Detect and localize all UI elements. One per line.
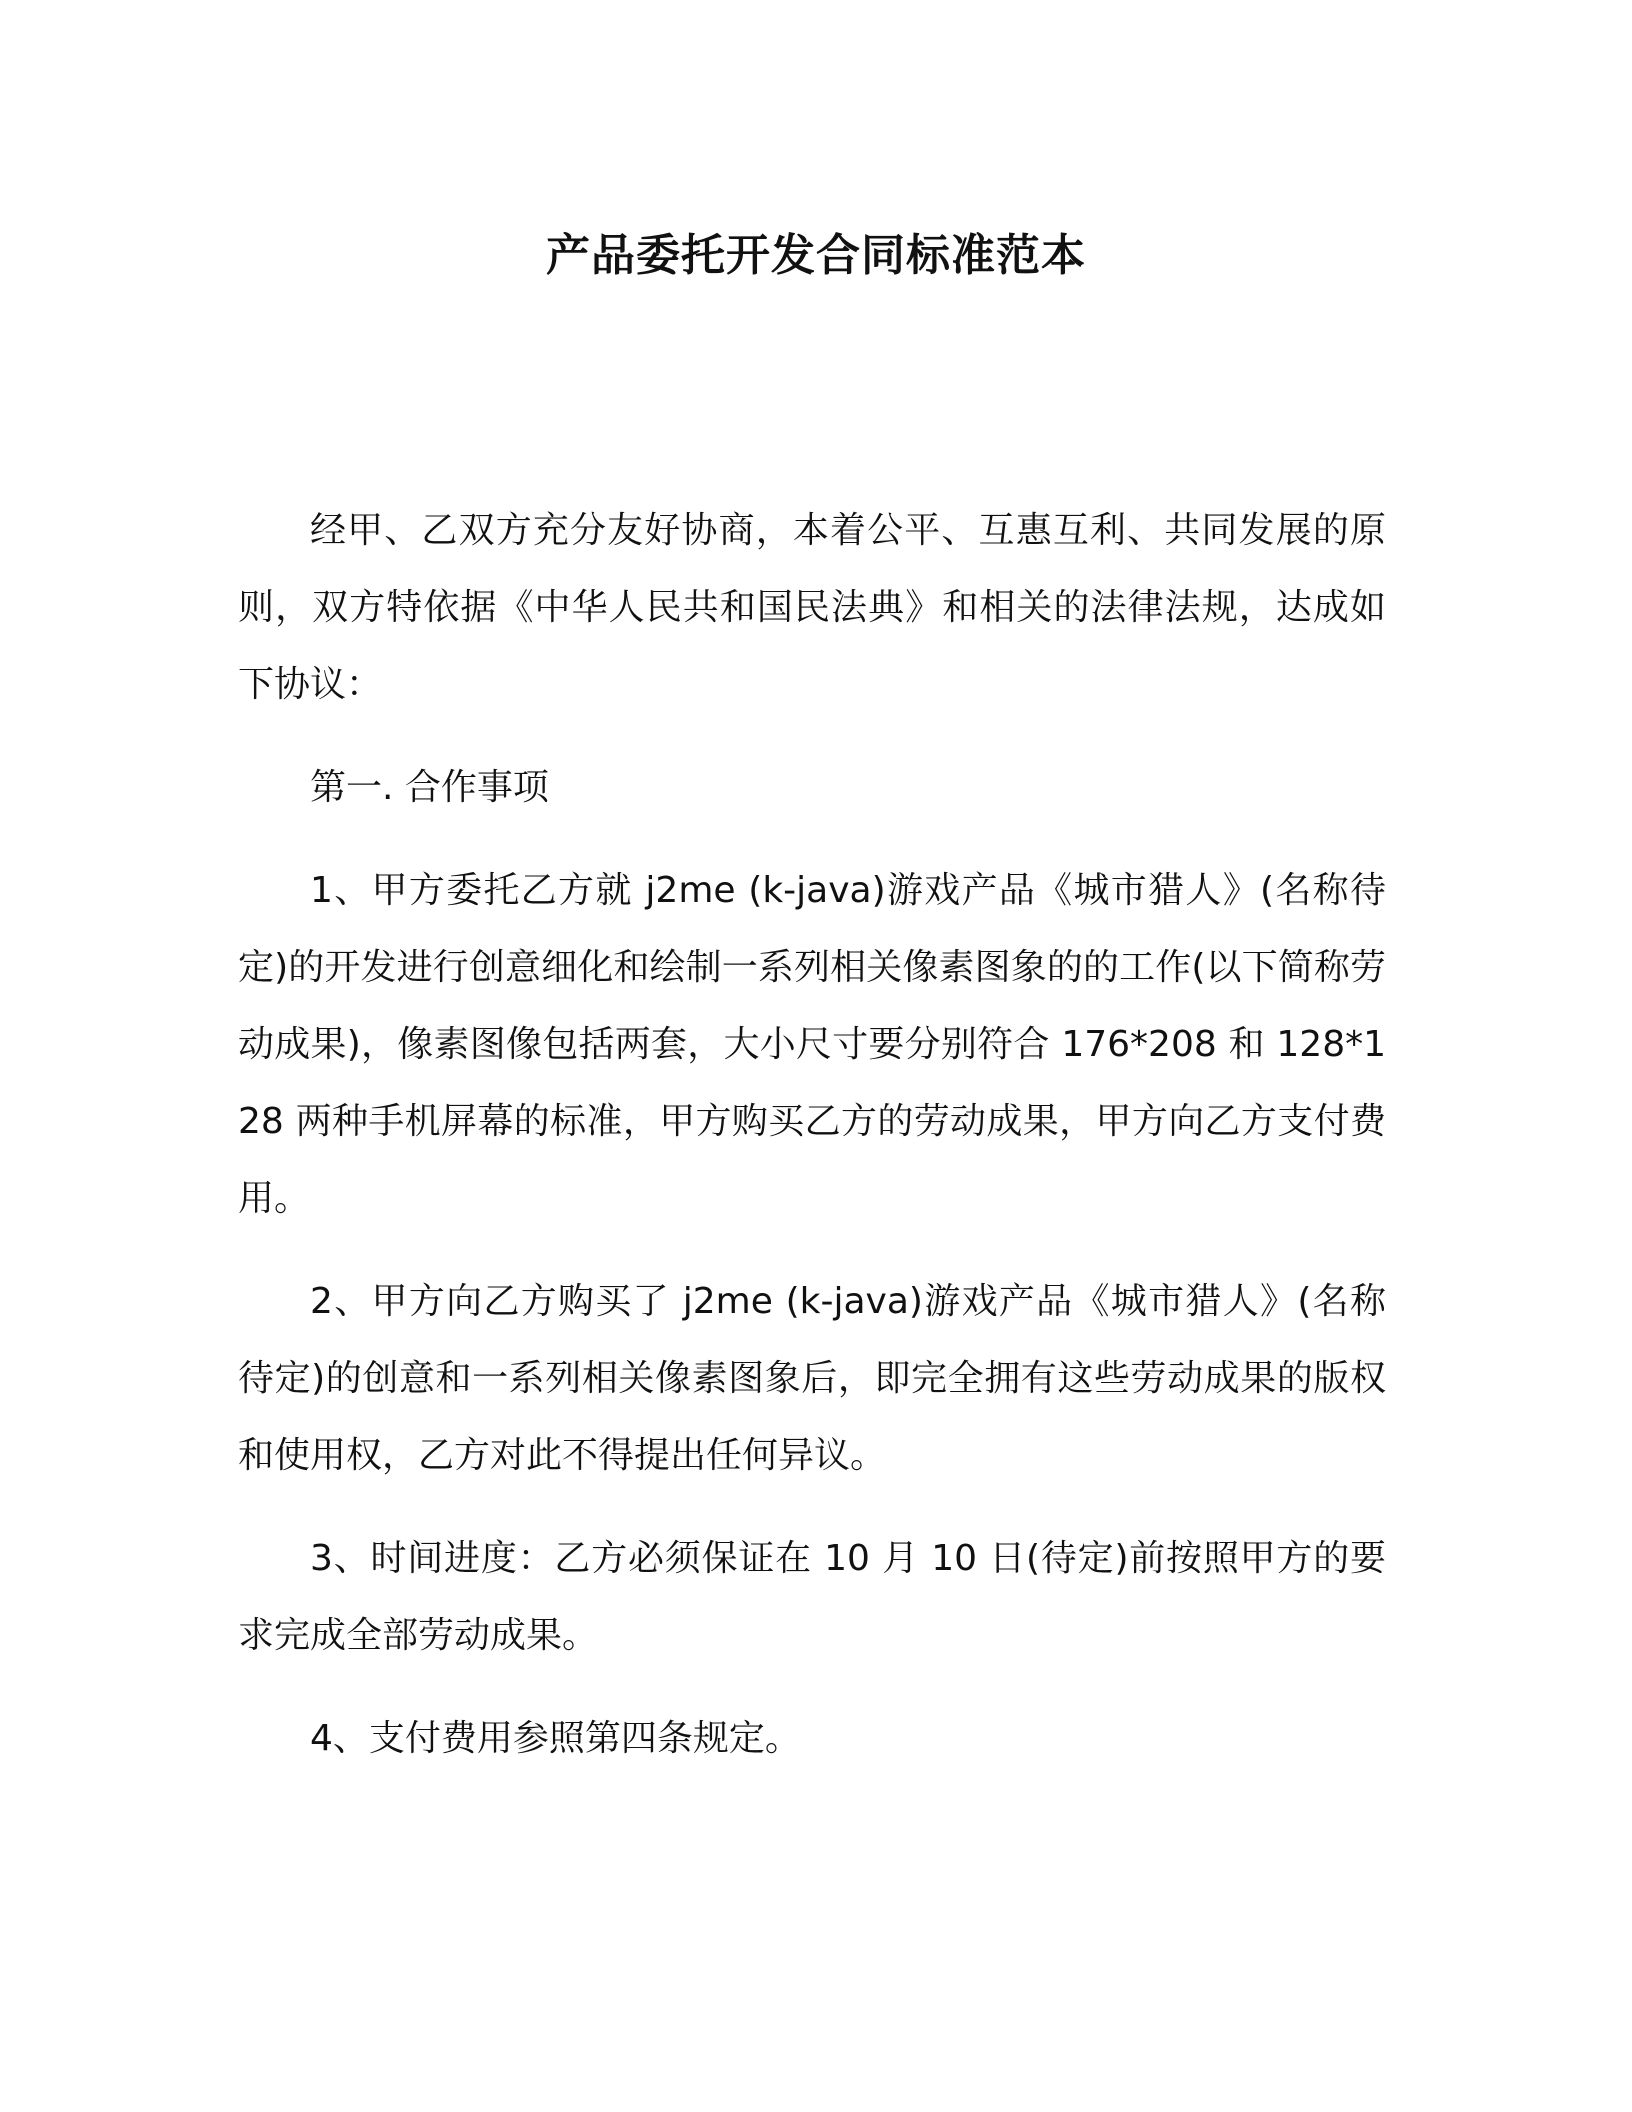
clause-4-paragraph: 4、支付费用参照第四条规定。 bbox=[310, 1718, 801, 1759]
clause-2-paragraph: 2、甲方向乙方购买了 j2me (k-java)游戏产品《城市猎人》(名称待定)的创意和一系列相关像素图象后，即完全拥有这些劳动成果的版权和使用权，乙方对此不得提出任何异议。 bbox=[238, 1281, 1386, 1476]
document-title: 产品委托开发合同标准范本 bbox=[546, 230, 1086, 281]
document-body bbox=[238, 492, 1386, 1777]
section-heading-cooperation: 第一. 合作事项 bbox=[310, 767, 549, 808]
clause-3-paragraph: 3、时间进度：乙方必须保证在 10 月 10 日(待定)前按照甲方的要求完成全部劳动成果。 bbox=[238, 1538, 1386, 1656]
clause-1-paragraph: 1、甲方委托乙方就 j2me (k-java)游戏产品《城市猎人》(名称待定)的开发进行创意细化和绘制一系列相关像素图象的的工作(以下简称劳动成果)，像素图像包括两套，大小尺寸要分别符合 176*208 和 128*128 两种手机屏幕的标准，甲方购买乙方的劳动成果，甲方向乙方支付费用。 bbox=[238, 870, 1386, 1219]
intro-paragraph: 经甲、乙双方充分友好协商，本着公平、互惠互利、共同发展的原则，双方特依据《中华人民共和国民法典》和相关的法律法规，达成如下协议： bbox=[238, 510, 1386, 705]
